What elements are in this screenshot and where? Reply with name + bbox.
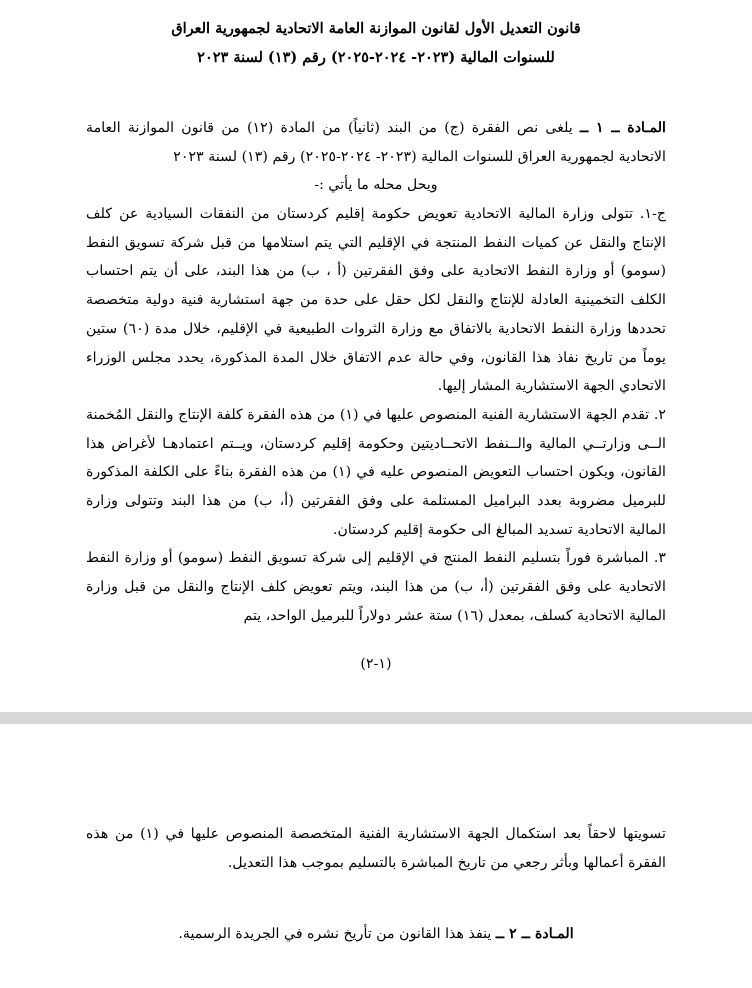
document-page-2 — [0, 724, 752, 988]
document-title — [86, 14, 666, 72]
replacement-line: ويحل محله ما يأتي :- — [314, 177, 438, 194]
article-2-text: ينفذ هذا القانون من تأريخ نشره في الجريدة الرسمية. — [178, 925, 492, 942]
article-2 — [86, 920, 666, 949]
document-title-line-1: قانون التعديل الأول لقانون الموازنة العامة الاتحادية لجمهورية العراق — [171, 20, 581, 37]
article-1-lead — [86, 114, 666, 171]
page-number: (١-٢) — [360, 656, 392, 673]
article-2-spacer — [86, 878, 666, 920]
page-separator — [0, 712, 752, 724]
clause-3-continuation: تسويتها لاحقاً بعد استكمال الجهة الاستشارية الفنية المتخصصة المنصوص عليها في (١) من هذه الفقرة أعمالها وبأثر رجعي من تاريخ المباشرة بالتسليم بموجب هذا التعديل. — [86, 826, 666, 872]
clause-3: ٣. المباشرة فوراً بتسليم النفط المنتج في الإقليم إلى شركة تسويق النفط (سومو) أو وزارة النفط الاتحادية على وفق الفقرتين (أ، ب) من هذا البند، ويتم تعويض كلف الإنتاج والنقل من قبل وزارة المالية الاتحادية كسلف، بمعدل (١٦) ستة عشر دولاراً للبرميل الواحد، يتم — [86, 550, 666, 624]
clause-c-1: ج-١. تتولى وزارة المالية الاتحادية تعويض حكومة إقليم كردستان من النفقات السيادية عن كلف الإنتاج والنقل عن كميات النفط المنتجة في الإقليم التي يتم استلامها من قبل شركة تسويق النفط (سومو) أو وزارة النفط الاتحادية على وفق الفقرتين (أ ، ب) من هذا البند، على أن يتم احتساب الكلف التخمينية العادلة للإنتاج والنقل لكل حقل على حدة من جهة استشارية فنية دولية متخصصة تحددها وزارة النفط الاتحادية بالاتفاق مع وزارة الثروات الطبيعية في الإقليم، خلال مدة (٦٠) ستين يوماً من تاريخ نفاذ هذا القانون، وفي حالة عدم الاتفاق خلال المدة المذكورة، يحدد مجلس الوزراء الاتحادي الجهة الاستشارية المشار إليها. — [86, 206, 667, 395]
article-1-text: يلغى نص الفقرة (ج) من البند (ثانياً) من المادة (١٢) من قانون الموازنة العامة الاتحادية لجمهورية العراق للسنوات المالية (٢٠٢٣- ٢٠٢٤-٢٠٢٥) رقم (١٣) لسنة ٢٠٢٣ — [86, 120, 666, 165]
document-title-line-2: للسنوات المالية (٢٠٢٣- ٢٠٢٤-٢٠٢٥) رقم (١٣) لسنة ٢٠٢٣ — [197, 49, 555, 66]
title-body-spacer — [86, 72, 666, 114]
article-1-label: المـادة ــ ١ ــ — [580, 120, 666, 136]
clause-2: ٢. تقدم الجهة الاستشارية الفنية المنصوص عليها في (١) من هذه الفقرة كلفة الإنتاج والنقل المُخمنة الــى وزارتــي المالية والــنفط الاتحــاديتين وحكومة إقليم كردستان، ويــتم اعتمادهـا لأغراض هذا القانون، ويكون احتساب التعويض المنصوص عليه في (١) من هذه الفقرة بناءً على الكلفة المذكورة للبرميل مضروبة بعدد البراميل المستلمة على وفق الفقرتين (أ، ب) من هذا البند وتتولى وزارة المالية الاتحادية تسديد المبالغ الى حكومة إقليم كردستان. — [86, 406, 666, 538]
article-2-label: المـادة ــ ٢ ــ — [495, 925, 574, 942]
